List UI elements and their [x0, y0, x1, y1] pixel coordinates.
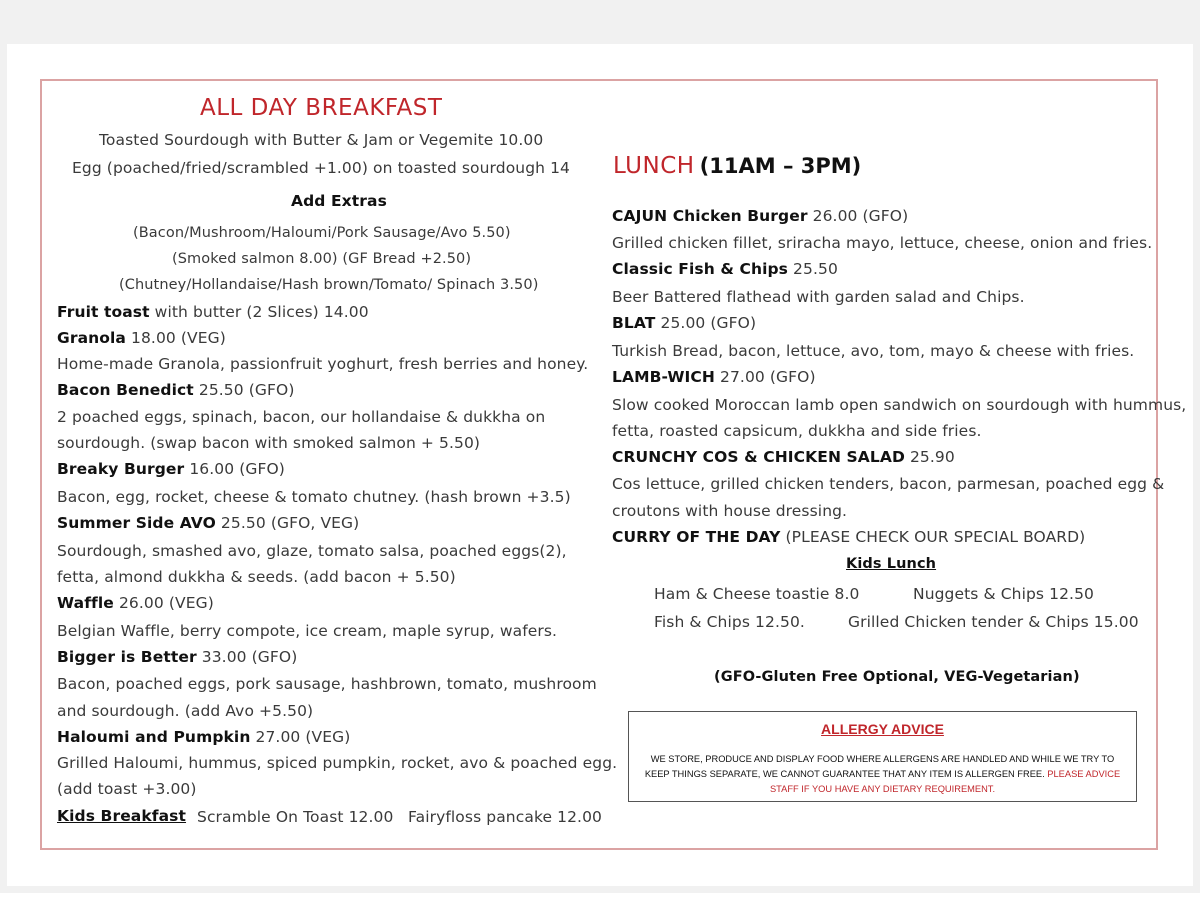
item-price: with butter (2 Slices) 14.00: [149, 303, 369, 321]
kids-lunch-heading: Kids Lunch: [846, 556, 937, 572]
menu-item-desc: Turkish Bread, bacon, lettuce, avo, tom, mayo & cheese with fries.: [612, 342, 1135, 360]
lunch-title: LUNCH: [613, 153, 695, 179]
menu-item-desc: Sourdough, smashed avo, glaze, tomato salsa, poached eggs(2),: [57, 542, 567, 560]
toast-line: Toasted Sourdough with Butter & Jam or Vegemite 10.00: [99, 131, 544, 149]
next-page-edge: [0, 893, 1200, 905]
fruit-toast-item: [57, 303, 369, 321]
menu-item-desc: Grilled chicken fillet, sriracha mayo, lettuce, cheese, onion and fries.: [612, 234, 1153, 252]
menu-item-heading: Breaky Burger 16.00 (GFO): [57, 460, 285, 478]
menu-item-heading: Granola 18.00 (VEG): [57, 329, 226, 347]
menu-item-desc: (add toast +3.00): [57, 780, 197, 798]
kids-breakfast-item: Scramble On Toast 12.00: [197, 808, 394, 826]
menu-item-heading: Bacon Benedict 25.50 (GFO): [57, 381, 295, 399]
extras-line: (Chutney/Hollandaise/Hash brown/Tomato/ Spinach 3.50): [119, 277, 539, 293]
extras-line: (Bacon/Mushroom/Haloumi/Pork Sausage/Avo 5.50): [133, 225, 511, 241]
allergy-text: WE STORE, PRODUCE AND DISPLAY FOOD WHERE ALLERGENS ARE HANDLED AND WHILE WE TRY TO KEEP THINGS SEPARATE, WE CANNOT GUARANTEE THAT ANY ITEM IS ALLERGEN FREE. PLEASE ADVICE STAFF IF YOU HAVE ANY DIETARY REQUIREMENT.: [644, 754, 1121, 794]
menu-item-desc: Beer Battered flathead with garden salad and Chips.: [612, 288, 1025, 306]
kids-lunch-item: Fish & Chips 12.50.: [654, 613, 805, 631]
menu-item-heading: Classic Fish & Chips 25.50: [612, 260, 838, 278]
kids-lunch-item: Ham & Cheese toastie 8.0: [654, 585, 860, 603]
menu-item-desc: Bacon, poached eggs, pork sausage, hashbrown, tomato, mushroom: [57, 675, 597, 693]
kids-lunch-item: Nuggets & Chips 12.50: [913, 585, 1094, 603]
menu-item-heading: Bigger is Better 33.00 (GFO): [57, 648, 298, 666]
kids-breakfast-item: Fairyfloss pancake 12.00: [408, 808, 603, 826]
menu-item-desc: and sourdough. (add Avo +5.50): [57, 702, 314, 720]
menu-item-desc: fetta, roasted capsicum, dukkha and side fries.: [612, 422, 982, 440]
menu-item-desc: Bacon, egg, rocket, cheese & tomato chutney. (hash brown +3.5): [57, 488, 571, 506]
menu-item-desc: croutons with house dressing.: [612, 502, 848, 520]
lunch-hours: (11AM – 3PM): [699, 154, 862, 178]
menu-item-desc: 2 poached eggs, spinach, bacon, our hollandaise & dukkha on: [57, 408, 546, 426]
menu-item-heading: LAMB-WICH 27.00 (GFO): [612, 368, 816, 386]
menu-item-desc: Home-made Granola, passionfruit yoghurt, fresh berries and honey.: [57, 355, 589, 373]
kids-breakfast-label: Kids Breakfast: [57, 807, 187, 825]
dietary-legend: (GFO-Gluten Free Optional, VEG-Vegetarian): [714, 669, 1080, 685]
menu-item-desc: Cos lettuce, grilled chicken tenders, bacon, parmesan, poached egg &: [612, 475, 1165, 493]
egg-line: Egg (poached/fried/scrambled +1.00) on toasted sourdough 14: [72, 159, 571, 177]
item-name: Fruit toast: [57, 303, 150, 321]
allergy-title: ALLERGY ADVICE: [821, 721, 944, 737]
menu-item-desc: Slow cooked Moroccan lamb open sandwich on sourdough with hummus,: [612, 396, 1187, 414]
menu-item-heading: CAJUN Chicken Burger 26.00 (GFO): [612, 207, 909, 225]
menu-item-desc: fetta, almond dukkha & seeds. (add bacon + 5.50): [57, 568, 456, 586]
extras-line: (Smoked salmon 8.00) (GF Bread +2.50): [172, 251, 472, 267]
menu-item-desc: Belgian Waffle, berry compote, ice cream, maple syrup, wafers.: [57, 622, 558, 640]
lunch-title-row: [613, 153, 861, 179]
menu-item-heading: BLAT 25.00 (GFO): [612, 314, 757, 332]
menu-item-heading: Waffle 26.00 (VEG): [57, 594, 214, 612]
menu-item-desc: sourdough. (swap bacon with smoked salmon + 5.50): [57, 434, 481, 452]
allergy-advice-box: [628, 711, 1137, 802]
menu-item-heading: CRUNCHY COS & CHICKEN SALAD 25.90: [612, 448, 955, 466]
breakfast-title: ALL DAY BREAKFAST: [200, 95, 443, 121]
menu-item-heading: Haloumi and Pumpkin 27.00 (VEG): [57, 728, 351, 746]
curry-line: CURRY OF THE DAY (PLEASE CHECK OUR SPECIAL BOARD): [612, 528, 1086, 546]
menu-item-heading: Summer Side AVO 25.50 (GFO, VEG): [57, 514, 360, 532]
menu-item-desc: Grilled Haloumi, hummus, spiced pumpkin, rocket, avo & poached egg.: [57, 754, 618, 772]
extras-heading: Add Extras: [291, 192, 387, 210]
kids-lunch-item: Grilled Chicken tender & Chips 15.00: [848, 613, 1139, 631]
